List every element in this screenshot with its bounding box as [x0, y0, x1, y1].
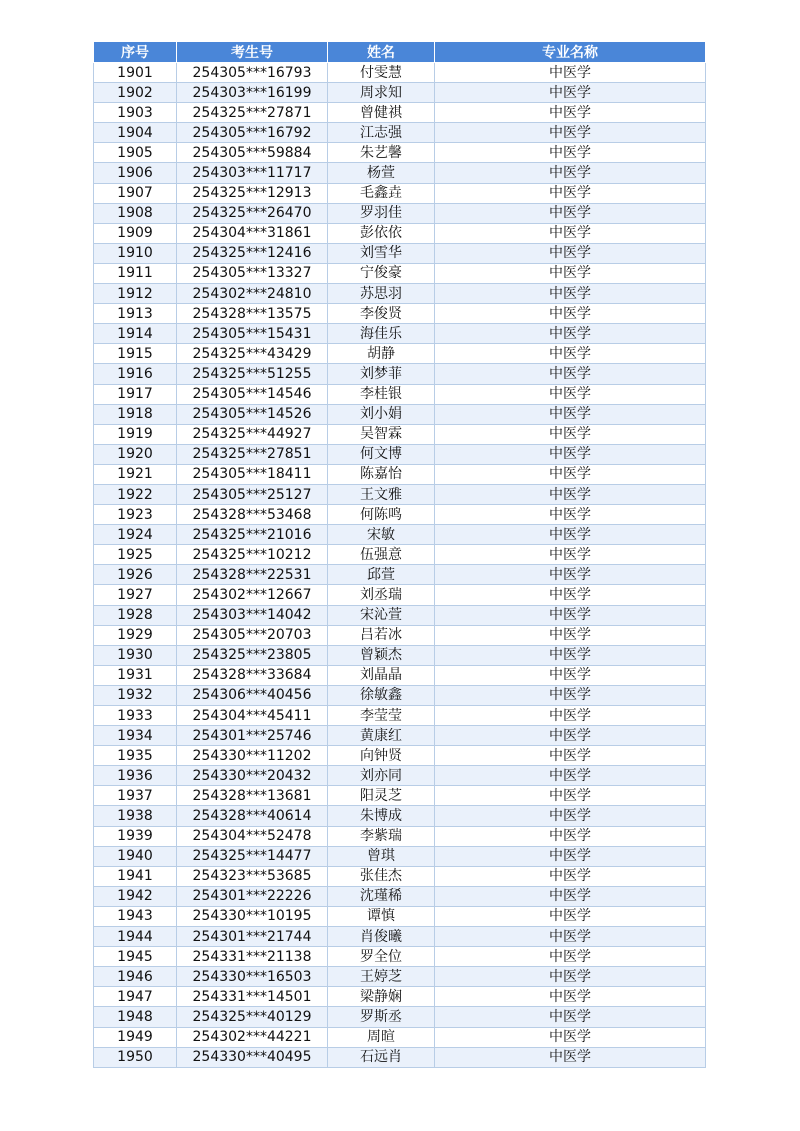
cell-exam-number: 254331***14501 [177, 987, 328, 1007]
table-row [94, 404, 706, 424]
cell-serial: 1944 [94, 927, 177, 947]
cell-major: 中医学 [435, 1027, 706, 1047]
cell-serial: 1945 [94, 947, 177, 967]
cell-serial: 1910 [94, 243, 177, 263]
cell-major: 中医学 [435, 806, 706, 826]
cell-major: 中医学 [435, 444, 706, 464]
cell-major: 中医学 [435, 886, 706, 906]
cell-exam-number: 254330***40495 [177, 1047, 328, 1067]
cell-exam-number: 254304***45411 [177, 706, 328, 726]
cell-serial: 1908 [94, 203, 177, 223]
table-row [94, 263, 706, 283]
table-header [94, 42, 706, 63]
cell-exam-number: 254304***31861 [177, 223, 328, 243]
cell-serial: 1929 [94, 625, 177, 645]
cell-exam-number: 254328***13681 [177, 786, 328, 806]
cell-exam-number: 254330***10195 [177, 906, 328, 926]
table-row [94, 123, 706, 143]
table-row [94, 484, 706, 504]
cell-major: 中医学 [435, 183, 706, 203]
header-major: 专业名称 [435, 42, 706, 63]
cell-major: 中医学 [435, 706, 706, 726]
cell-major: 中医学 [435, 625, 706, 645]
cell-exam-number: 254325***27851 [177, 444, 328, 464]
cell-serial: 1931 [94, 665, 177, 685]
cell-exam-number: 254305***20703 [177, 625, 328, 645]
cell-serial: 1920 [94, 444, 177, 464]
cell-major: 中医学 [435, 364, 706, 384]
cell-serial: 1919 [94, 424, 177, 444]
cell-exam-number: 254302***24810 [177, 284, 328, 304]
cell-name: 朱博成 [328, 806, 435, 826]
cell-serial: 1948 [94, 1007, 177, 1027]
cell-major: 中医学 [435, 645, 706, 665]
cell-name: 宁俊豪 [328, 263, 435, 283]
cell-serial: 1923 [94, 505, 177, 525]
cell-name: 宋沁萱 [328, 605, 435, 625]
table-row [94, 746, 706, 766]
cell-major: 中医学 [435, 123, 706, 143]
cell-serial: 1905 [94, 143, 177, 163]
cell-name: 阳灵芝 [328, 786, 435, 806]
cell-serial: 1946 [94, 967, 177, 987]
table-row [94, 625, 706, 645]
cell-name: 胡静 [328, 344, 435, 364]
table-row [94, 163, 706, 183]
cell-major: 中医学 [435, 324, 706, 344]
cell-serial: 1921 [94, 464, 177, 484]
cell-name: 罗全位 [328, 947, 435, 967]
table-row [94, 906, 706, 926]
table-row [94, 143, 706, 163]
cell-major: 中医学 [435, 424, 706, 444]
cell-exam-number: 254328***53468 [177, 505, 328, 525]
cell-name: 肖俊曦 [328, 927, 435, 947]
cell-serial: 1904 [94, 123, 177, 143]
cell-exam-number: 254325***21016 [177, 525, 328, 545]
cell-exam-number: 254305***16793 [177, 63, 328, 83]
header-row [94, 42, 706, 63]
cell-serial: 1936 [94, 766, 177, 786]
table-row [94, 284, 706, 304]
cell-exam-number: 254305***14546 [177, 384, 328, 404]
table-row [94, 384, 706, 404]
cell-serial: 1933 [94, 706, 177, 726]
table-row [94, 605, 706, 625]
cell-major: 中医学 [435, 163, 706, 183]
table-row [94, 786, 706, 806]
cell-name: 刘丞瑞 [328, 585, 435, 605]
table-row [94, 585, 706, 605]
cell-major: 中医学 [435, 967, 706, 987]
cell-major: 中医学 [435, 83, 706, 103]
cell-name: 刘梦菲 [328, 364, 435, 384]
cell-name: 沈瑾稀 [328, 886, 435, 906]
table-row [94, 987, 706, 1007]
cell-major: 中医学 [435, 766, 706, 786]
table-row [94, 223, 706, 243]
cell-exam-number: 254303***14042 [177, 605, 328, 625]
table-row [94, 304, 706, 324]
cell-name: 刘雪华 [328, 243, 435, 263]
table-row [94, 203, 706, 223]
cell-exam-number: 254303***11717 [177, 163, 328, 183]
table-row [94, 344, 706, 364]
table-row [94, 324, 706, 344]
cell-serial: 1932 [94, 685, 177, 705]
cell-serial: 1934 [94, 726, 177, 746]
header-exam-number: 考生号 [177, 42, 328, 63]
cell-exam-number: 254304***52478 [177, 826, 328, 846]
cell-exam-number: 254325***26470 [177, 203, 328, 223]
cell-major: 中医学 [435, 263, 706, 283]
cell-name: 曾琪 [328, 846, 435, 866]
table-row [94, 525, 706, 545]
table-row [94, 846, 706, 866]
cell-name: 何文博 [328, 444, 435, 464]
table-row [94, 565, 706, 585]
table-row [94, 505, 706, 525]
cell-name: 曾颖杰 [328, 645, 435, 665]
cell-exam-number: 254330***20432 [177, 766, 328, 786]
cell-name: 石远肖 [328, 1047, 435, 1067]
table-row [94, 927, 706, 947]
cell-name: 曾健祺 [328, 103, 435, 123]
cell-major: 中医学 [435, 947, 706, 967]
cell-serial: 1907 [94, 183, 177, 203]
table-row [94, 967, 706, 987]
cell-serial: 1917 [94, 384, 177, 404]
cell-name: 毛鑫垚 [328, 183, 435, 203]
cell-serial: 1941 [94, 866, 177, 886]
cell-serial: 1913 [94, 304, 177, 324]
cell-serial: 1918 [94, 404, 177, 424]
cell-serial: 1916 [94, 364, 177, 384]
cell-major: 中医学 [435, 565, 706, 585]
table-row [94, 826, 706, 846]
cell-serial: 1914 [94, 324, 177, 344]
cell-exam-number: 254325***43429 [177, 344, 328, 364]
cell-name: 宋敏 [328, 525, 435, 545]
cell-serial: 1927 [94, 585, 177, 605]
table-row [94, 645, 706, 665]
cell-name: 罗羽佳 [328, 203, 435, 223]
cell-major: 中医学 [435, 545, 706, 565]
header-name: 姓名 [328, 42, 435, 63]
table-row [94, 806, 706, 826]
cell-major: 中医学 [435, 585, 706, 605]
cell-serial: 1911 [94, 263, 177, 283]
cell-serial: 1915 [94, 344, 177, 364]
cell-exam-number: 254306***40456 [177, 685, 328, 705]
cell-name: 吕若冰 [328, 625, 435, 645]
cell-major: 中医学 [435, 103, 706, 123]
cell-exam-number: 254302***12667 [177, 585, 328, 605]
cell-serial: 1938 [94, 806, 177, 826]
cell-major: 中医学 [435, 404, 706, 424]
cell-major: 中医学 [435, 203, 706, 223]
cell-exam-number: 254328***40614 [177, 806, 328, 826]
cell-name: 何陈鸣 [328, 505, 435, 525]
cell-major: 中医学 [435, 304, 706, 324]
cell-major: 中医学 [435, 726, 706, 746]
cell-name: 邱萱 [328, 565, 435, 585]
cell-name: 王文雅 [328, 484, 435, 504]
cell-name: 李俊贤 [328, 304, 435, 324]
table-row [94, 183, 706, 203]
cell-name: 苏思羽 [328, 284, 435, 304]
cell-name: 海佳乐 [328, 324, 435, 344]
cell-name: 梁静娴 [328, 987, 435, 1007]
cell-name: 彭依依 [328, 223, 435, 243]
cell-major: 中医学 [435, 826, 706, 846]
cell-name: 李紫瑞 [328, 826, 435, 846]
cell-major: 中医学 [435, 344, 706, 364]
cell-exam-number: 254305***25127 [177, 484, 328, 504]
cell-serial: 1924 [94, 525, 177, 545]
cell-exam-number: 254328***33684 [177, 665, 328, 685]
cell-name: 陈嘉怡 [328, 464, 435, 484]
cell-exam-number: 254325***10212 [177, 545, 328, 565]
cell-major: 中医学 [435, 987, 706, 1007]
cell-serial: 1903 [94, 103, 177, 123]
table-row [94, 665, 706, 685]
cell-name: 付雯慧 [328, 63, 435, 83]
cell-serial: 1906 [94, 163, 177, 183]
cell-exam-number: 254328***13575 [177, 304, 328, 324]
cell-name: 张佳杰 [328, 866, 435, 886]
cell-exam-number: 254305***15431 [177, 324, 328, 344]
cell-exam-number: 254303***16199 [177, 83, 328, 103]
cell-serial: 1940 [94, 846, 177, 866]
cell-name: 李桂银 [328, 384, 435, 404]
cell-exam-number: 254301***21744 [177, 927, 328, 947]
cell-major: 中医学 [435, 786, 706, 806]
cell-name: 刘小娟 [328, 404, 435, 424]
cell-exam-number: 254325***14477 [177, 846, 328, 866]
table-row [94, 866, 706, 886]
cell-serial: 1912 [94, 284, 177, 304]
cell-exam-number: 254301***22226 [177, 886, 328, 906]
cell-name: 罗斯丞 [328, 1007, 435, 1027]
cell-exam-number: 254325***23805 [177, 645, 328, 665]
cell-exam-number: 254330***16503 [177, 967, 328, 987]
cell-name: 伍强意 [328, 545, 435, 565]
cell-major: 中医学 [435, 685, 706, 705]
cell-major: 中医学 [435, 927, 706, 947]
cell-major: 中医学 [435, 243, 706, 263]
cell-major: 中医学 [435, 63, 706, 83]
cell-major: 中医学 [435, 605, 706, 625]
table-row [94, 364, 706, 384]
cell-major: 中医学 [435, 846, 706, 866]
cell-name: 黄康红 [328, 726, 435, 746]
cell-serial: 1937 [94, 786, 177, 806]
table-body [94, 63, 706, 1068]
cell-serial: 1922 [94, 484, 177, 504]
cell-major: 中医学 [435, 464, 706, 484]
cell-exam-number: 254305***13327 [177, 263, 328, 283]
cell-major: 中医学 [435, 505, 706, 525]
cell-exam-number: 254331***21138 [177, 947, 328, 967]
cell-exam-number: 254301***25746 [177, 726, 328, 746]
cell-name: 刘亦同 [328, 766, 435, 786]
cell-serial: 1902 [94, 83, 177, 103]
cell-exam-number: 254305***16792 [177, 123, 328, 143]
table-row [94, 1027, 706, 1047]
cell-exam-number: 254302***44221 [177, 1027, 328, 1047]
cell-serial: 1909 [94, 223, 177, 243]
cell-serial: 1930 [94, 645, 177, 665]
cell-major: 中医学 [435, 223, 706, 243]
cell-exam-number: 254305***59884 [177, 143, 328, 163]
cell-exam-number: 254323***53685 [177, 866, 328, 886]
table-row [94, 1007, 706, 1027]
table-row [94, 243, 706, 263]
cell-serial: 1935 [94, 746, 177, 766]
cell-serial: 1926 [94, 565, 177, 585]
table-row [94, 444, 706, 464]
table-row [94, 886, 706, 906]
table-row [94, 1047, 706, 1067]
cell-major: 中医学 [435, 384, 706, 404]
cell-name: 向钟贤 [328, 746, 435, 766]
cell-exam-number: 254305***14526 [177, 404, 328, 424]
cell-exam-number: 254328***22531 [177, 565, 328, 585]
cell-exam-number: 254325***40129 [177, 1007, 328, 1027]
cell-major: 中医学 [435, 1007, 706, 1027]
cell-name: 江志强 [328, 123, 435, 143]
table-row [94, 464, 706, 484]
cell-major: 中医学 [435, 665, 706, 685]
cell-serial: 1950 [94, 1047, 177, 1067]
table-row [94, 83, 706, 103]
cell-exam-number: 254330***11202 [177, 746, 328, 766]
cell-major: 中医学 [435, 525, 706, 545]
cell-serial: 1949 [94, 1027, 177, 1047]
cell-name: 周暄 [328, 1027, 435, 1047]
cell-exam-number: 254305***18411 [177, 464, 328, 484]
cell-major: 中医学 [435, 866, 706, 886]
cell-serial: 1925 [94, 545, 177, 565]
cell-serial: 1901 [94, 63, 177, 83]
cell-name: 吴智霖 [328, 424, 435, 444]
cell-exam-number: 254325***27871 [177, 103, 328, 123]
cell-serial: 1939 [94, 826, 177, 846]
admission-list [93, 41, 705, 1068]
cell-name: 谭慎 [328, 906, 435, 926]
cell-serial: 1943 [94, 906, 177, 926]
cell-major: 中医学 [435, 284, 706, 304]
table-row [94, 545, 706, 565]
student-table [93, 41, 706, 1068]
cell-name: 王婷芝 [328, 967, 435, 987]
cell-exam-number: 254325***44927 [177, 424, 328, 444]
table-row [94, 103, 706, 123]
table-row [94, 947, 706, 967]
table-row [94, 706, 706, 726]
cell-exam-number: 254325***12913 [177, 183, 328, 203]
cell-serial: 1947 [94, 987, 177, 1007]
cell-name: 徐敏鑫 [328, 685, 435, 705]
cell-name: 李莹莹 [328, 706, 435, 726]
cell-name: 刘晶晶 [328, 665, 435, 685]
cell-name: 杨萱 [328, 163, 435, 183]
table-row [94, 726, 706, 746]
cell-major: 中医学 [435, 746, 706, 766]
table-row [94, 766, 706, 786]
cell-major: 中医学 [435, 143, 706, 163]
table-row [94, 424, 706, 444]
cell-exam-number: 254325***12416 [177, 243, 328, 263]
cell-major: 中医学 [435, 906, 706, 926]
cell-serial: 1928 [94, 605, 177, 625]
header-serial: 序号 [94, 42, 177, 63]
table-row [94, 685, 706, 705]
cell-major: 中医学 [435, 1047, 706, 1067]
table-row [94, 63, 706, 83]
cell-exam-number: 254325***51255 [177, 364, 328, 384]
cell-name: 朱艺馨 [328, 143, 435, 163]
cell-serial: 1942 [94, 886, 177, 906]
cell-name: 周求知 [328, 83, 435, 103]
cell-major: 中医学 [435, 484, 706, 504]
